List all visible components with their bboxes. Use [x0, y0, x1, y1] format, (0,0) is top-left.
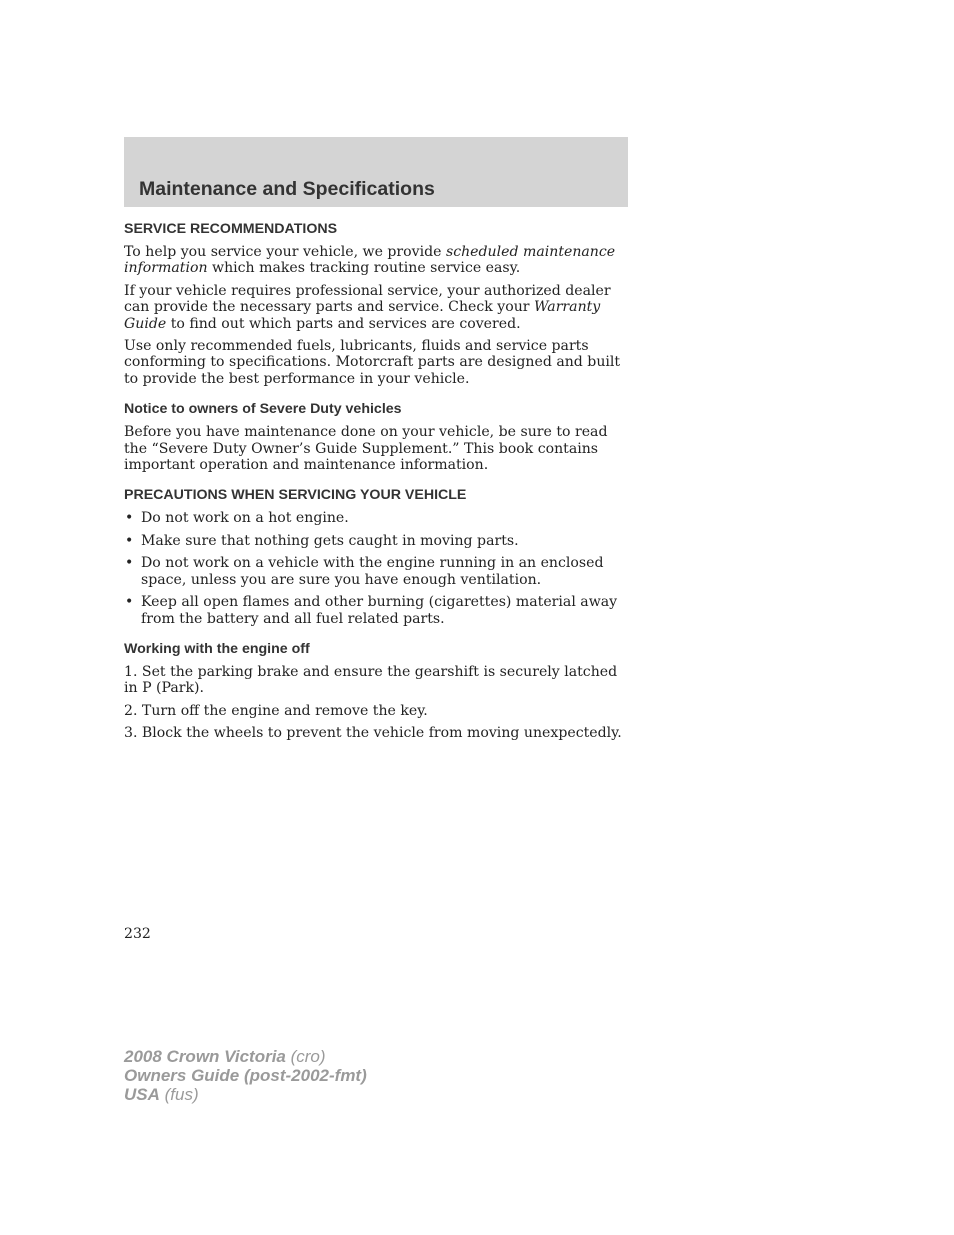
list-item-text: Do not work on a vehicle with the engine running in an enclosed space, unless you are sure you have enough ventilation. — [141, 555, 604, 588]
step-item: 2. Turn off the engine and remove the key. — [124, 702, 428, 719]
footer-market: USA — [124, 1085, 160, 1104]
section-header-band — [124, 137, 628, 207]
list-item — [124, 533, 630, 549]
document-footer — [124, 1047, 367, 1104]
severe-duty-paragraph: Before you have maintenance done on your vehicle, be sure to read the “Severe Duty Owner’s Guide Supplement.” This book contains important operation and maintenance information. — [124, 424, 608, 474]
footer-line-2 — [124, 1066, 367, 1085]
bullet-icon: • — [125, 532, 134, 549]
heading-precautions: PRECAUTIONS WHEN SERVICING YOUR VEHICLE — [124, 487, 467, 504]
bullet-icon: • — [125, 510, 134, 527]
service-paragraph-3: Use only recommended fuels, lubricants, fluids and service parts conforming to specifications. Motorcraft parts are designed and built to provide the best performance in your vehicle. — [124, 338, 621, 387]
service-paragraph-2 — [124, 283, 630, 332]
precautions-list — [124, 510, 630, 626]
section-title: Maintenance and Specifications — [139, 178, 435, 200]
list-item — [124, 555, 630, 588]
footer-model: 2008 Crown Victoria — [124, 1047, 286, 1066]
footer-line-1 — [124, 1047, 367, 1066]
footer-model-code: (cro) — [285, 1047, 326, 1066]
service-p1-text-end: which makes tracking routine service easy. — [207, 260, 521, 277]
service-p1-text: To help you service your vehicle, we provide — [124, 244, 446, 260]
step-item: 1. Set the parking brake and ensure the gearshift is securely latched in P (Park). — [124, 663, 618, 697]
heading-severe-duty: Notice to owners of Severe Duty vehicles — [124, 401, 402, 418]
list-item-text: Do not work on a hot engine. — [141, 510, 349, 527]
list-item-text: Make sure that nothing gets caught in moving parts. — [141, 532, 519, 549]
list-item — [124, 510, 630, 526]
service-paragraph-1 — [124, 244, 630, 277]
service-p2-text-end: to find out which parts and services are covered. — [166, 315, 521, 332]
footer-line-3 — [124, 1085, 367, 1104]
list-item-text: Keep all open flames and other burning (cigarettes) material away from the battery and all fuel related parts. — [141, 594, 618, 627]
heading-service-recommendations: SERVICE RECOMMENDATIONS — [124, 221, 338, 237]
heading-engine-off: Working with the engine off — [124, 640, 310, 657]
page-content — [124, 221, 630, 748]
list-item — [124, 594, 630, 627]
warranty-guide-emphasis: Warranty Guide — [124, 299, 601, 332]
bullet-icon: • — [125, 555, 134, 572]
service-p1-emphasis: scheduled maintenance information — [124, 244, 616, 277]
bullet-icon: • — [125, 594, 134, 611]
footer-guide: Owners Guide (post-2002-fmt) — [124, 1066, 367, 1085]
footer-market-code: (fus) — [159, 1085, 199, 1104]
engine-off-steps — [124, 664, 630, 742]
service-p2-text: If your vehicle requires professional service, your authorized dealer can provide the necessary parts and service. Check your — [124, 282, 611, 316]
page-number: 232 — [124, 926, 151, 942]
step-item: 3. Block the wheels to prevent the vehicle from moving unexpectedly. — [124, 725, 622, 742]
